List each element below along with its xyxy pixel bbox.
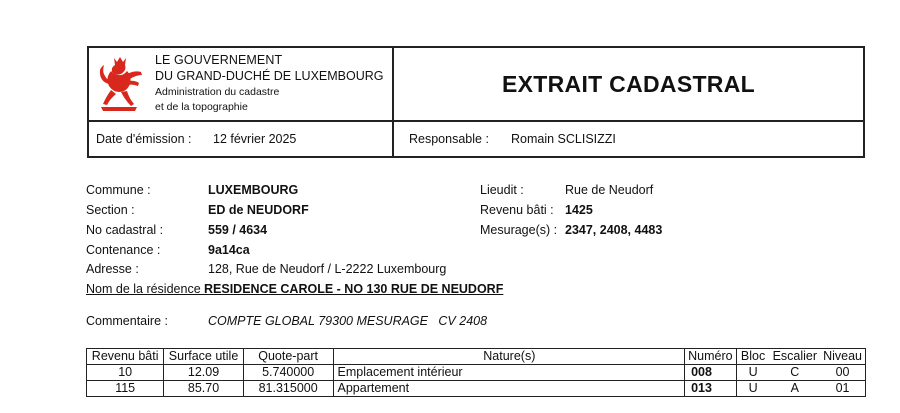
cadastral-number-value: 559 / 4634 <box>208 223 268 237</box>
table-row <box>87 381 866 397</box>
column-header: Surface utile <box>164 349 243 365</box>
comment-label: Commentaire : <box>86 314 168 328</box>
commune-value: LUXEMBOURG <box>208 183 299 197</box>
contenance-label: Contenance : <box>86 243 161 257</box>
address-value: 128, Rue de Neudorf / L-2222 Luxembourg <box>208 262 447 276</box>
responsible-label: Responsable : <box>409 132 489 146</box>
residence-label: Nom de la résidence : <box>86 282 208 296</box>
comment-value: COMPTE GLOBAL 79300 MESURAGE CV 2408 <box>208 314 488 328</box>
section-label: Section : <box>86 203 135 217</box>
government-line-2: DU GRAND-DUCHÉ DE LUXEMBOURG <box>155 69 384 83</box>
column-header: Numéro <box>685 349 736 365</box>
table-cell: 00 <box>820 365 865 381</box>
revenu-bati-label: Revenu bâti : <box>480 203 554 217</box>
table-cell: 10 <box>87 365 164 381</box>
issue-date-value: 12 février 2025 <box>213 132 297 146</box>
address-label: Adresse : <box>86 262 139 276</box>
table-row <box>87 365 866 381</box>
section-value: ED de NEUDORF <box>208 203 309 217</box>
government-line-1: LE GOUVERNEMENT <box>155 53 283 67</box>
units-table <box>86 348 866 397</box>
mesurage-value: 2347, 2408, 4483 <box>565 223 663 237</box>
column-header: Revenu bâti <box>87 349 164 365</box>
column-header: Bloc <box>736 349 770 365</box>
table-cell: 12.09 <box>164 365 243 381</box>
table-cell: C <box>770 365 820 381</box>
table-cell: 008 <box>685 365 736 381</box>
column-header: Nature(s) <box>333 349 685 365</box>
table-cell: 85.70 <box>164 381 243 397</box>
document-title: EXTRAIT CADASTRAL <box>502 70 755 97</box>
table-header-row <box>87 349 866 365</box>
mesurage-label: Mesurage(s) : <box>480 223 558 237</box>
cadastral-number-label: No cadastral : <box>86 223 164 237</box>
table-cell: Appartement <box>333 381 685 397</box>
contenance-value: 9a14ca <box>208 243 250 257</box>
residence-value: RESIDENCE CAROLE - NO 130 RUE DE NEUDORF <box>204 282 504 296</box>
column-header: Escalier <box>770 349 820 365</box>
table-cell: 5.740000 <box>243 365 333 381</box>
header-box <box>87 46 865 158</box>
table-cell: U <box>736 365 770 381</box>
administration-line-2: et de la topographie <box>155 101 248 113</box>
issue-date-label: Date d'émission : <box>96 132 192 146</box>
table-cell: 115 <box>87 381 164 397</box>
table-cell: 01 <box>820 381 865 397</box>
table-cell: U <box>736 381 770 397</box>
responsible-value: Romain SCLISIZZI <box>511 132 616 146</box>
administration-line-1: Administration du cadastre <box>155 86 280 98</box>
lieudit-label: Lieudit : <box>480 183 524 197</box>
header-horizontal-divider <box>89 120 863 122</box>
table-cell: Emplacement intérieur <box>333 365 685 381</box>
lieudit-value: Rue de Neudorf <box>565 183 654 197</box>
column-header: Quote-part <box>243 349 333 365</box>
red-lion-emblem-icon <box>97 54 147 114</box>
table-cell: 81.315000 <box>243 381 333 397</box>
column-header: Niveau <box>820 349 865 365</box>
table-cell: A <box>770 381 820 397</box>
table-cell: 013 <box>685 381 736 397</box>
revenu-bati-value: 1425 <box>565 203 593 217</box>
commune-label: Commune : <box>86 183 151 197</box>
